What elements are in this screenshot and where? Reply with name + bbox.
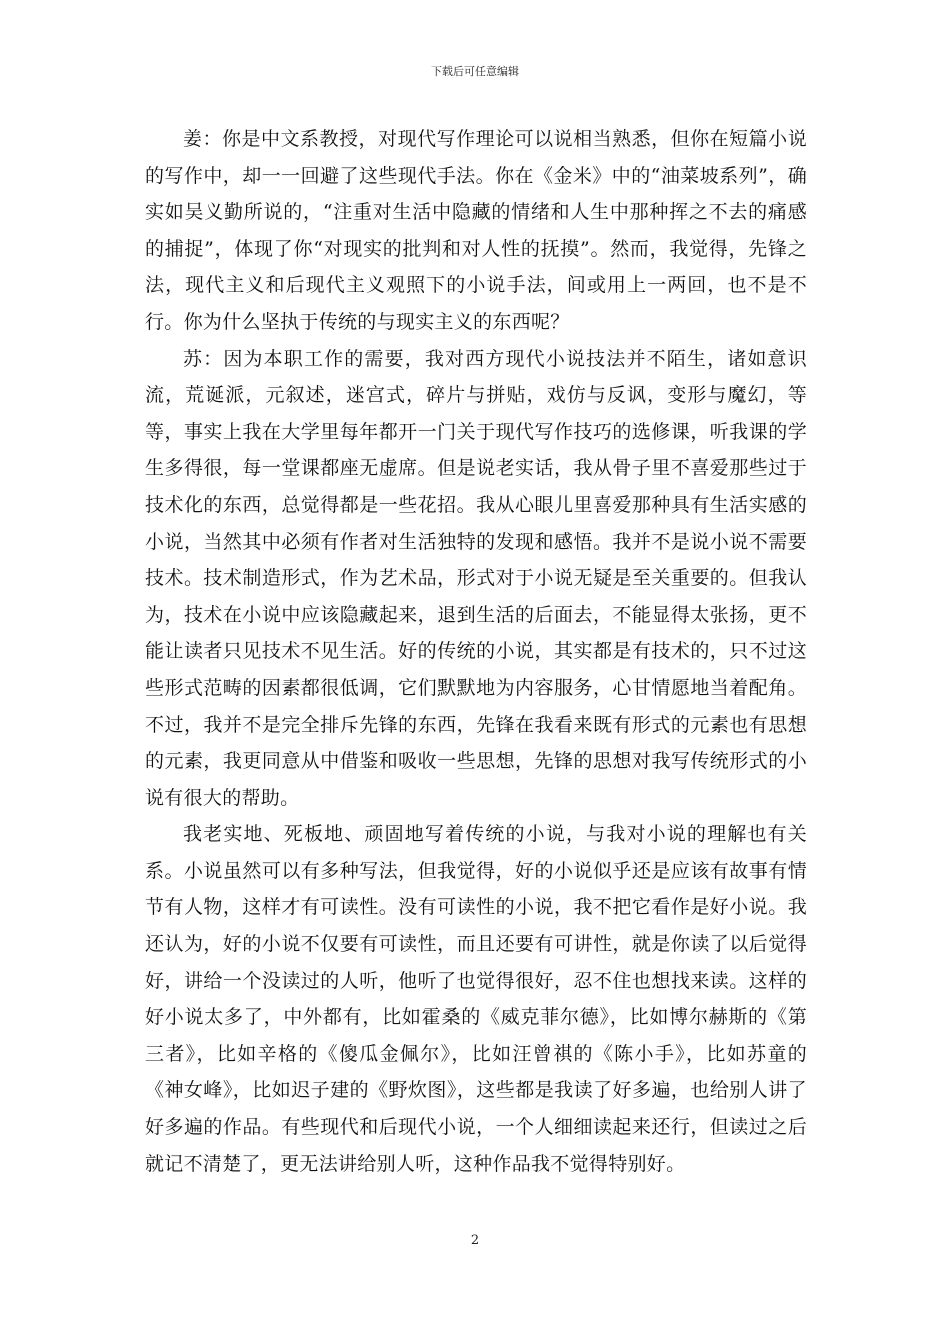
paragraph-answer-continued: 我老实地、死板地、顽固地写着传统的小说，与我对小说的理解也有关系。小说虽然可以有多种写法，但我觉得，好的小说似乎还是应该有故事有情节有人物，这样才有可读性。没有可读性的小说，我不把它看作是好小说。我还认为，好的小说不仅要有可读性，而且还要有可讲性，就是你读了以后觉得好，讲给一个没读过的人听，他听了也觉得很好，忍不住也想找来读。这样的好小说太多了，中外都有，比如霍桑的《威克菲尔德》，比如博尔赫斯的《第三者》，比如辛格的《傻瓜金佩尔》，比如汪曾祺的《陈小手》，比如苏童的《神女峰》，比如迟子建的《野炊图》，这些都是我读了好多遍，也给别人讲了好多遍的作品。有些现代和后现代小说，一个人细细读起来还行，但读过之后就记不清楚了，更无法讲给别人听，这种作品我不觉得特别好。 [145, 823, 807, 1175]
paragraph-interview-question: 姜：你是中文系教授，对现代写作理论可以说相当熟悉，但你在短篇小说的写作中，却一一回避了这些现代手法。你在《金米》中的“油菜坡系列”，确实如吴义勤所说的，“注重对生活中隐藏的情绪和人生中那种挥之不去的痛感的捕捉”，体现了你“对现实的批判和对人性的抚摸”。然而，我觉得，先锋之法，现代主义和后现代主义观照下的小说手法，间或用上一两回，也不是不行。你为什么坚执于传统的与现实主义的东西呢？ [145, 128, 807, 333]
page-header: 下载后可任意编辑 [431, 65, 519, 78]
body-text [145, 121, 807, 1182]
paragraph-interview-answer: 苏：因为本职工作的需要，我对西方现代小说技法并不陌生，诸如意识流，荒诞派，元叙述，迷宫式，碎片与拼贴，戏仿与反讽，变形与魔幻，等等，事实上我在大学里每年都开一门关于现代写作技巧的选修课，听我课的学生多得很，每一堂课都座无虚席。但是说老实话，我从骨子里不喜爱那些过于技术化的东西，总觉得都是一些花招。我从心眼儿里喜爱那种具有生活实感的小说，当然其中必须有作者对生活独特的发现和感悟。我并不是说小说不需要技术。技术制造形式，作为艺术品，形式对于小说无疑是至关重要的。但我认为，技术在小说中应该隐藏起来，退到生活的后面去，不能显得太张扬，更不能让读者只见技术不见生活。好的传统的小说，其实都是有技术的，只不过这些形式范畴的因素都很低调，它们默默地为内容服务，心甘情愿地当着配角。不过，我并不是完全排斥先锋的东西，先锋在我看来既有形式的元素也有思想的元素，我更同意从中借鉴和吸收一些思想，先锋的思想对我写传统形式的小说有很大的帮助。 [145, 347, 807, 809]
page-number: 2 [470, 1233, 480, 1248]
